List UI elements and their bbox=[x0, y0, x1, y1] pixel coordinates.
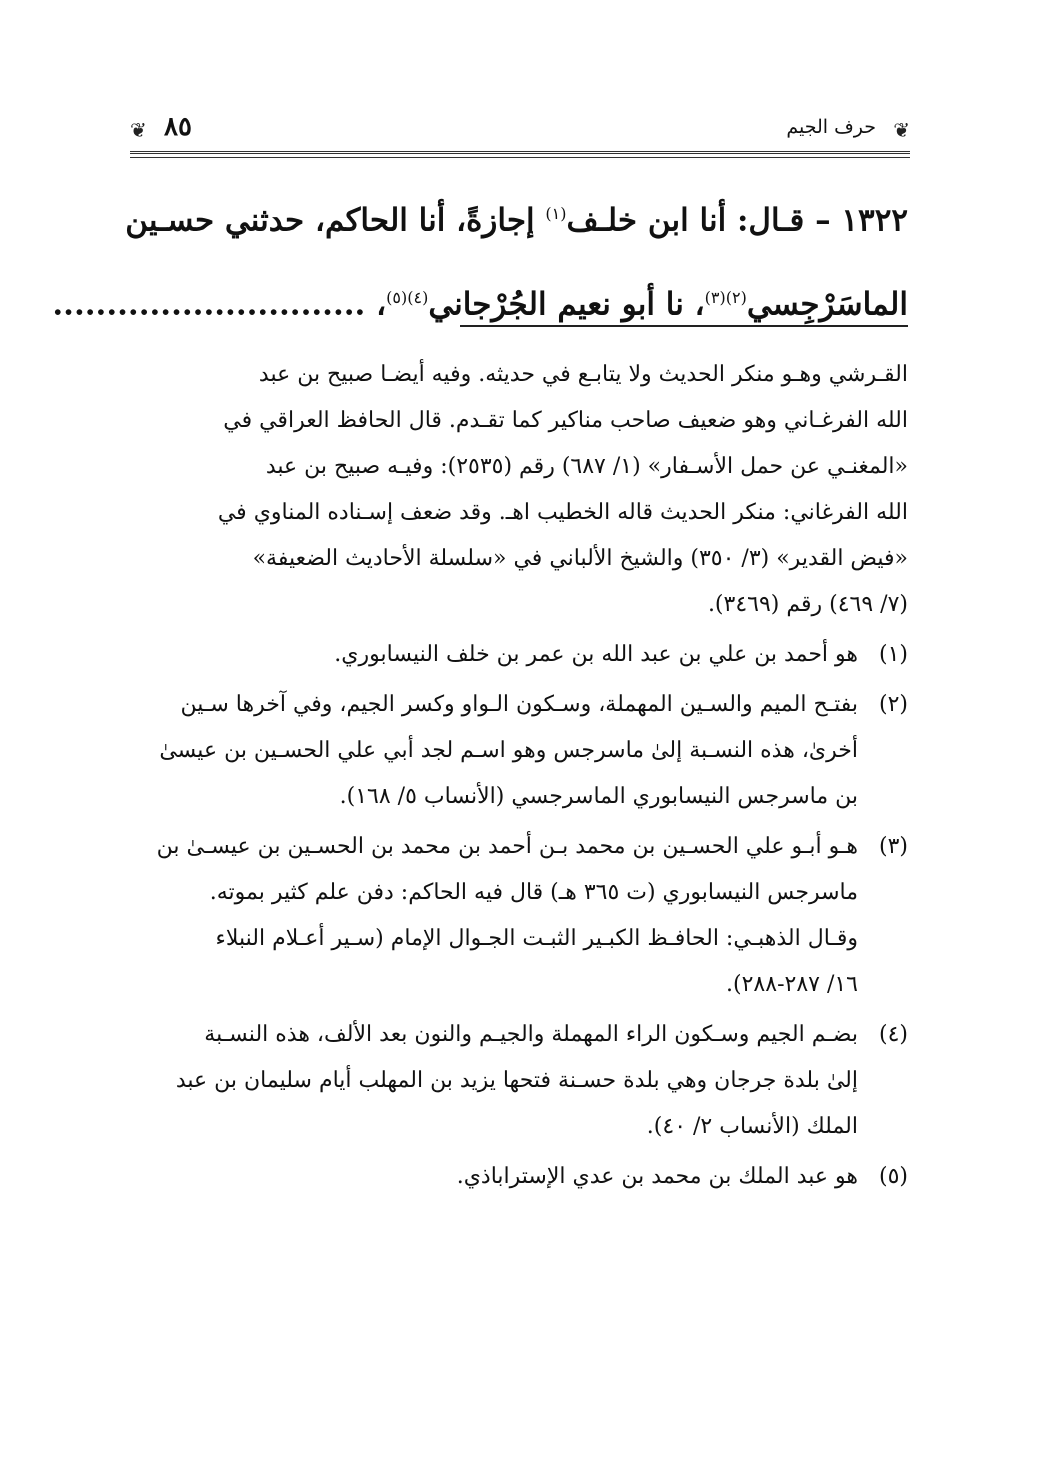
footnote-1: (١) هو أحمد بن علي بن عبد الله بن عمر بن خلف النيسابوري. bbox=[132, 632, 908, 678]
footnote-ref[interactable]: (٢)(٣) bbox=[704, 288, 747, 308]
ellipsis-dots: ............................. bbox=[52, 286, 366, 323]
main-line-1: ١٣٢٢ – قـال: أنا ابن خلـف$^{(١)}$ إجازةً، أنا الحاكم، حدثني حسـين bbox=[125, 202, 908, 239]
footnote-2: (٢) بفتـح الميم والسـين المهملة، وسـكون الـواو وكسر الجيم، وفي آخرها سـين أخرىٰ، هذه النسـبة إلىٰ ماسرجس وهو اسـم لجد أبي علي الحسـين بن عيسىٰ بن ماسرجس النيسابوري الماسرجسي (الأنساب ٥/ ١٦٨). bbox=[132, 682, 908, 820]
footnote-continuation: القـرشي وهـو منكر الحديث ولا يتابـع في حديثه. وفيه أيضـا صبيح بن عبد الله الفرغـاني وهو ضعيف صاحب مناكير كما تقـدم. قال الحافظ العراقي في «المغنـي عن حمل الأسـفار» (١/ ٦٨٧) رقم (٢٥٣٥): وفيـه صبيح بن عبد الله الفرغاني: منكر الحديث قاله الخطيب اهـ. وقد ضعف إسـناده المناوي في «فيض القدير» (٣/ ٣٥٠) والشيخ الألباني في «سلسلة الأحاديث الضعيفة» (٧/ ٤٦٩) رقم (٣٤٦٩). bbox=[217, 362, 908, 617]
footnote-5: (٥) هو عبد الملك بن محمد بن عدي الإستراباذي. bbox=[132, 1154, 908, 1200]
page-header bbox=[130, 100, 910, 160]
header-rule bbox=[130, 151, 910, 154]
main-line-2: الماسَرْجِسي$^{(٢)(٣)}$، نا أبو نعيم الجُرْجاني$^{(٤)(٥)}$، ............................. bbox=[52, 286, 908, 323]
footnote-ref[interactable]: (٤)(٥) bbox=[386, 288, 429, 308]
footnote-3: (٣) هـو أبـو علي الحسـين بن محمد بـن أحمد بن محمد بن الحسـين بن عيسـىٰ بن ماسرجس النيسابوري (ت ٣٦٥ هـ) قال فيه الحاكم: دفن علم كثير بموته. وقـال الذهبـي: الحافـظ الكبـير الثبـت الجـوال الإمام (سـير أعـلام النبلاء ١٦/ ٢٨٧-٢٨٨). bbox=[132, 824, 908, 1008]
footnote-number: (١) bbox=[878, 642, 908, 667]
header-rule bbox=[130, 157, 910, 158]
footnote-number: (٢) bbox=[878, 692, 908, 717]
footnote-divider bbox=[460, 325, 908, 327]
footnotes-section bbox=[132, 352, 908, 1200]
footnote-number: (٣) bbox=[878, 834, 908, 859]
ornament-icon: ❦ bbox=[130, 118, 147, 142]
footnote-number: (٥) bbox=[878, 1164, 908, 1189]
page-number: ٨٥ bbox=[164, 112, 192, 142]
footnote-number: (٤) bbox=[878, 1022, 908, 1047]
ornament-icon: ❦ bbox=[893, 118, 910, 142]
footnote-4: (٤) بضـم الجيم وسـكون الراء المهملة والجيـم والنون بعد الألف، هذه النسـبة إلىٰ بلدة جرجان وهي بلدة حسـنة فتحها يزيد بن المهلب أيام سليمان بن عبد الملك (الأنساب ٢/ ٤٠). bbox=[132, 1012, 908, 1150]
main-text bbox=[52, 175, 908, 344]
footnote-ref[interactable]: (١) bbox=[545, 204, 567, 223]
section-title: حرف الجيم bbox=[786, 116, 876, 138]
